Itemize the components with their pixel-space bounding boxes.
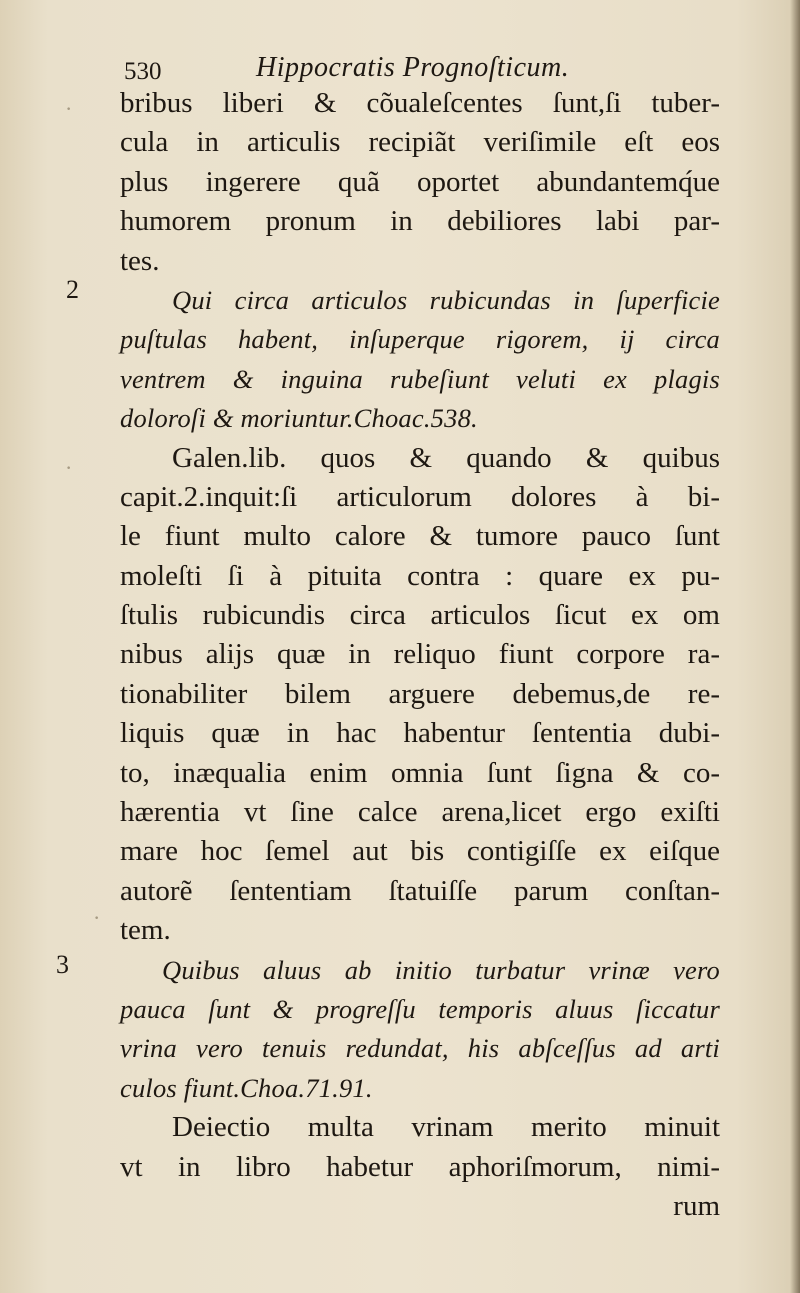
text-line: Galen.lib. quos & quando & quibus [172,441,720,474]
body-text [120,84,720,1226]
text-line: le fiunt multo calore & tumore pauco ſunt [120,520,720,553]
text-line: Deiectio multa vrinam merito minuit [172,1111,720,1144]
quotation-line: vrina vero tenuis redundat, his abſceſſus ad arti [120,1033,720,1064]
text-line: tem. [120,914,171,947]
text-line: cula in articulis recipiãt veriſimile eſt eos [120,126,720,159]
text-line: liquis quæ in hac habentur ſententia dubi- [120,717,720,750]
catchword: rum [673,1189,720,1222]
text-line: vt in libro habetur aphoriſmorum, nimi- [120,1150,720,1183]
margin-number: 3 [56,950,69,979]
bleed-through-mark: · [65,96,73,121]
text-line: to, inæqualia enim omnia ſunt ſigna & co- [120,756,720,789]
quotation-line: puſtulas habent, inſuperque rigorem, ij circa [120,324,720,355]
text-line: mare hoc ſemel aut bis contigiſſe ex eiſque [120,835,720,868]
text-line: tes. [120,244,160,277]
quotation-line: Qui circa articulos rubicundas in ſuperficie [172,284,720,315]
page-number: 530 [124,58,162,85]
text-line: humorem pronum in debiliores labi par- [120,205,720,238]
quotation-line: pauca ſunt & progreſſu temporis aluus ſiccatur [120,993,720,1024]
page-header [124,48,724,88]
quotation-line: Quibus aluus ab initio turbatur vrinæ vero [162,954,720,985]
bleed-through-mark: · [93,905,101,930]
text-line: plus ingerere quã oportet abundantemq́ue [120,165,720,198]
text-line: moleſti ſi à pituita contra : quare ex pu- [120,559,720,592]
text-line: tionabiliter bilem arguere debemus,de re- [120,677,720,710]
running-title: Hippocratis Prognoſticum. [256,52,570,83]
page-edge-shadow [790,0,800,1293]
margin-number: 2 [66,275,79,304]
text-line: capit.2.inquit:ſi articulorum dolores à bi- [120,480,720,513]
text-line: bribus liberi & cõualeſcentes ſunt,ſi tuber- [120,87,720,119]
bleed-through-mark: · [65,455,73,480]
text-line: hærentia vt ſine calce arena,licet ergo exiſti [120,796,720,829]
quotation-line: doloroſi & moriuntur.Choac.538. [120,403,478,434]
text-line: nibus alijs quæ in reliquo fiunt corpore ra- [120,638,720,671]
quotation-line: ventrem & inguina rubeſiunt veluti ex plagis [120,363,720,394]
text-line: autorẽ ſententiam ſtatuiſſe parum conſtan- [120,874,720,907]
quotation-line: culos fiunt.Choa.71.91. [120,1072,373,1103]
text-line: ſtulis rubicundis circa articulos ſicut ex om [120,599,720,632]
